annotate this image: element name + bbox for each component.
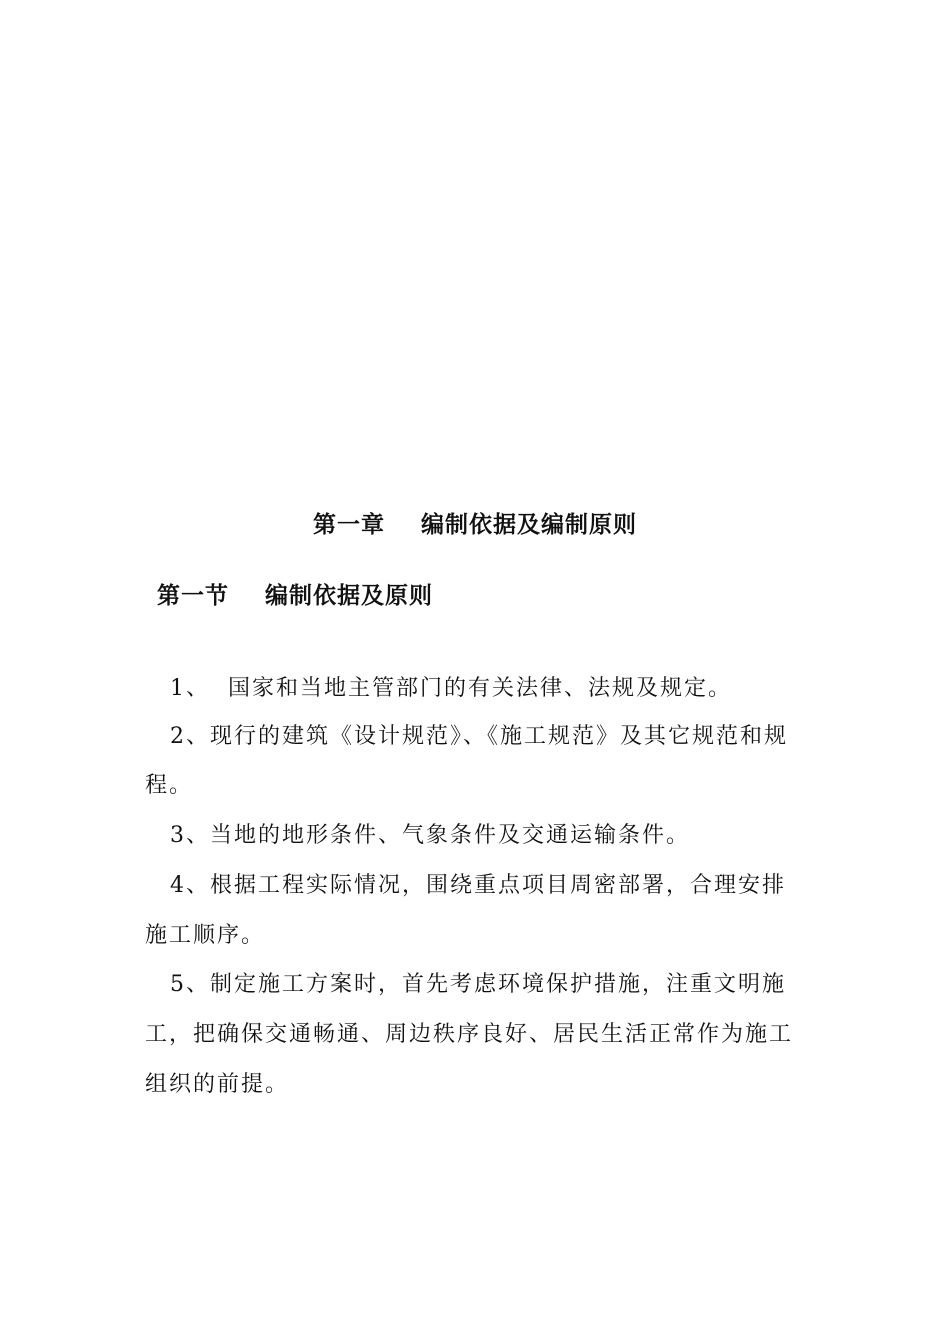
list-item-3-line-1: 3、当地的地形条件、气象条件及交通运输条件。 <box>170 823 690 848</box>
list-item-5-line-2: 工，把确保交通畅通、周边秩序良好、居民生活正常作为施工 <box>145 1022 794 1047</box>
list-item-1-text: 国家和当地主管部门的有关法律、法规及规定。 <box>228 676 733 701</box>
chapter-title: 编制依据及编制原则 <box>421 512 637 538</box>
list-item-1 <box>170 671 732 702</box>
list-item-4-line-1: 4、根据工程实际情况，围绕重点项目周密部署，合理安排 <box>170 873 786 898</box>
list-item-2-line-2: 程。 <box>145 773 194 798</box>
list-item-5-line-1: 5、制定施工方案时，首先考虑环境保护措施，注重文明施 <box>170 972 786 997</box>
section-number: 第一节 <box>157 583 229 609</box>
chapter-heading <box>0 506 950 539</box>
list-item-1-number: 1、 <box>170 676 210 701</box>
list-item-5-line-3: 组织的前提。 <box>145 1072 290 1097</box>
section-heading <box>157 577 433 610</box>
list-item-2-line-1: 2、现行的建筑《设计规范》、《施工规范》及其它规范和规 <box>170 724 788 749</box>
section-title: 编制依据及原则 <box>265 583 433 609</box>
list-item-4-line-2: 施工顺序。 <box>145 923 266 948</box>
chapter-number: 第一章 <box>313 512 385 538</box>
